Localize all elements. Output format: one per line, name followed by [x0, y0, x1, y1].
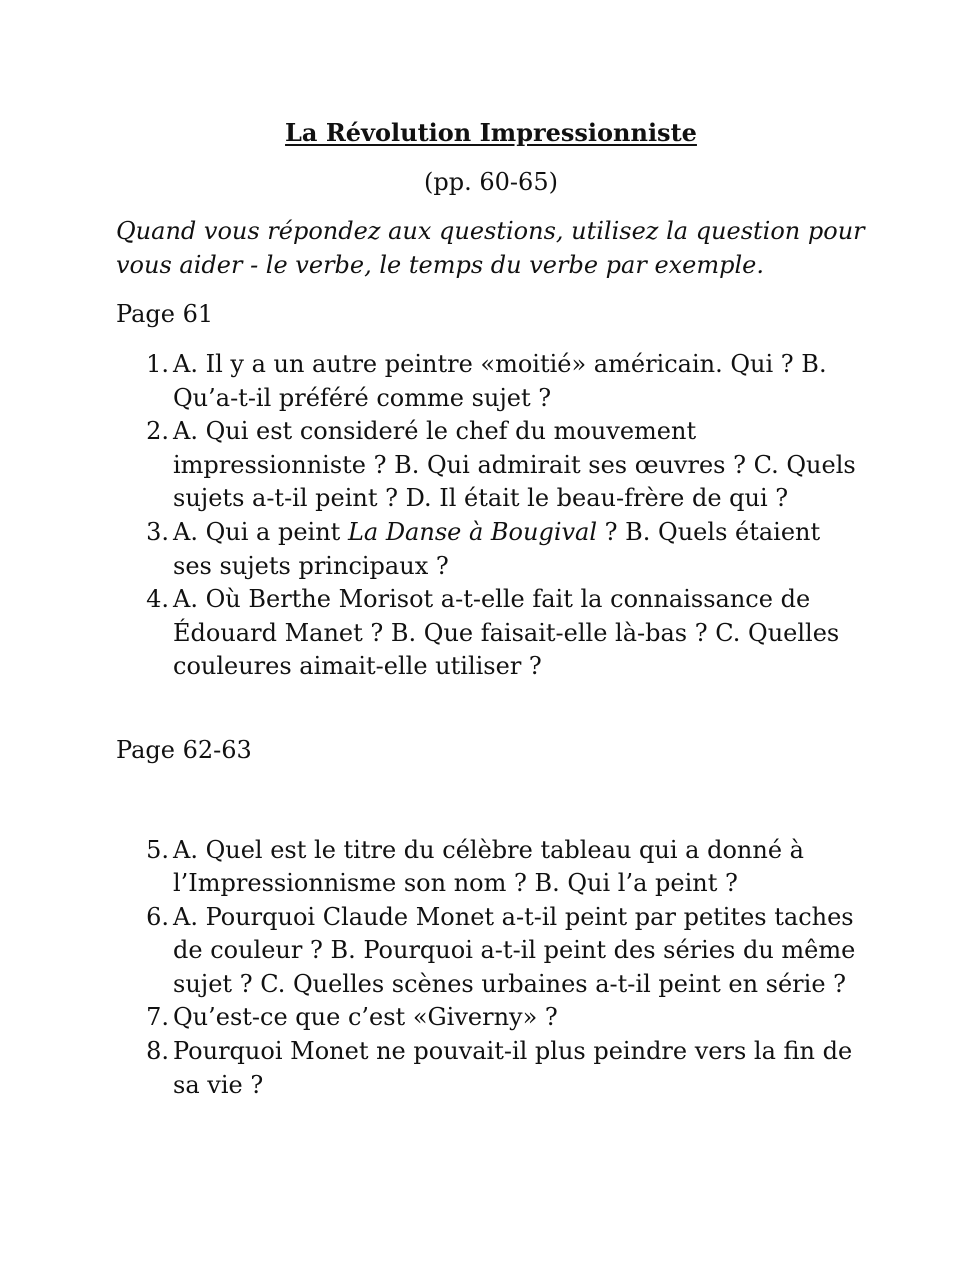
question-text [173, 516, 866, 583]
question-text: A. Il y a un autre peintre «moitié» américain. Qui ? B. Qu’a-t-il préféré comme sujet ? [173, 349, 827, 412]
question-item [116, 348, 866, 415]
question-number: 2. [146, 417, 169, 446]
page-title: La Révolution Impressionniste [285, 118, 697, 147]
section-label-page-62-63: Page 62-63 [116, 735, 252, 764]
question-item [116, 1001, 866, 1035]
question-item [116, 415, 866, 516]
page-range: (pp. 60-65) [424, 167, 558, 196]
question-number: 8. [146, 1037, 169, 1066]
question-text: A. Qui est consideré le chef du mouvement impressionniste ? B. Qui admirait ses œuvres ? C. Quels sujets a-t-il peint ? D. Il était le beau-frère de qui ? [173, 417, 856, 513]
question-list-page-61 [116, 348, 866, 684]
section-label-page-61: Page 61 [116, 300, 214, 329]
spacer [116, 768, 866, 834]
question-number: 4. [146, 585, 169, 614]
question-item [116, 583, 866, 684]
question-text: Qu’est-ce que c’est «Giverny» ? [173, 1003, 558, 1032]
question-list-page-62-63 [116, 834, 866, 1103]
question-number: 6. [146, 902, 169, 931]
question-number: 3. [146, 517, 169, 546]
question-text: A. Pourquoi Claude Monet a-t-il peint par petites taches de couleur ? B. Pourquoi a-t-il peint des séries du même sujet ? C. Quelles scènes urbaines a-t-il peint en série ? [173, 902, 856, 998]
painting-title: La Danse à Bougival [347, 517, 598, 546]
question-item [116, 901, 866, 1002]
spacer [116, 684, 866, 734]
question-text: A. Où Berthe Morisot a-t-elle fait la connaissance de Édouard Manet ? B. Que faisait-elle là-bas ? C. Quelles couleures aimait-elle utiliser ? [173, 585, 840, 681]
question-number: 5. [146, 835, 169, 864]
question-number: 1. [146, 349, 169, 378]
question-text-part: ? B. Quels étaient ses sujets principaux ? [173, 517, 821, 580]
question-item [116, 516, 866, 583]
question-item [116, 834, 866, 901]
question-text-part: A. Qui a peint [173, 517, 348, 546]
question-number: 7. [146, 1003, 169, 1032]
document-page [116, 112, 866, 1102]
instructions-text: Quand vous répondez aux questions, utilisez la question pour vous aider - le verbe, le temps du verbe par exemple. [116, 217, 865, 279]
question-text: Pourquoi Monet ne pouvait-il plus peindre vers la fin de sa vie ? [173, 1037, 853, 1099]
question-text: A. Quel est le titre du célèbre tableau qui a donné à l’Impressionnisme son nom ? B. Qui l’a peint ? [173, 835, 804, 898]
question-item [116, 1035, 866, 1102]
